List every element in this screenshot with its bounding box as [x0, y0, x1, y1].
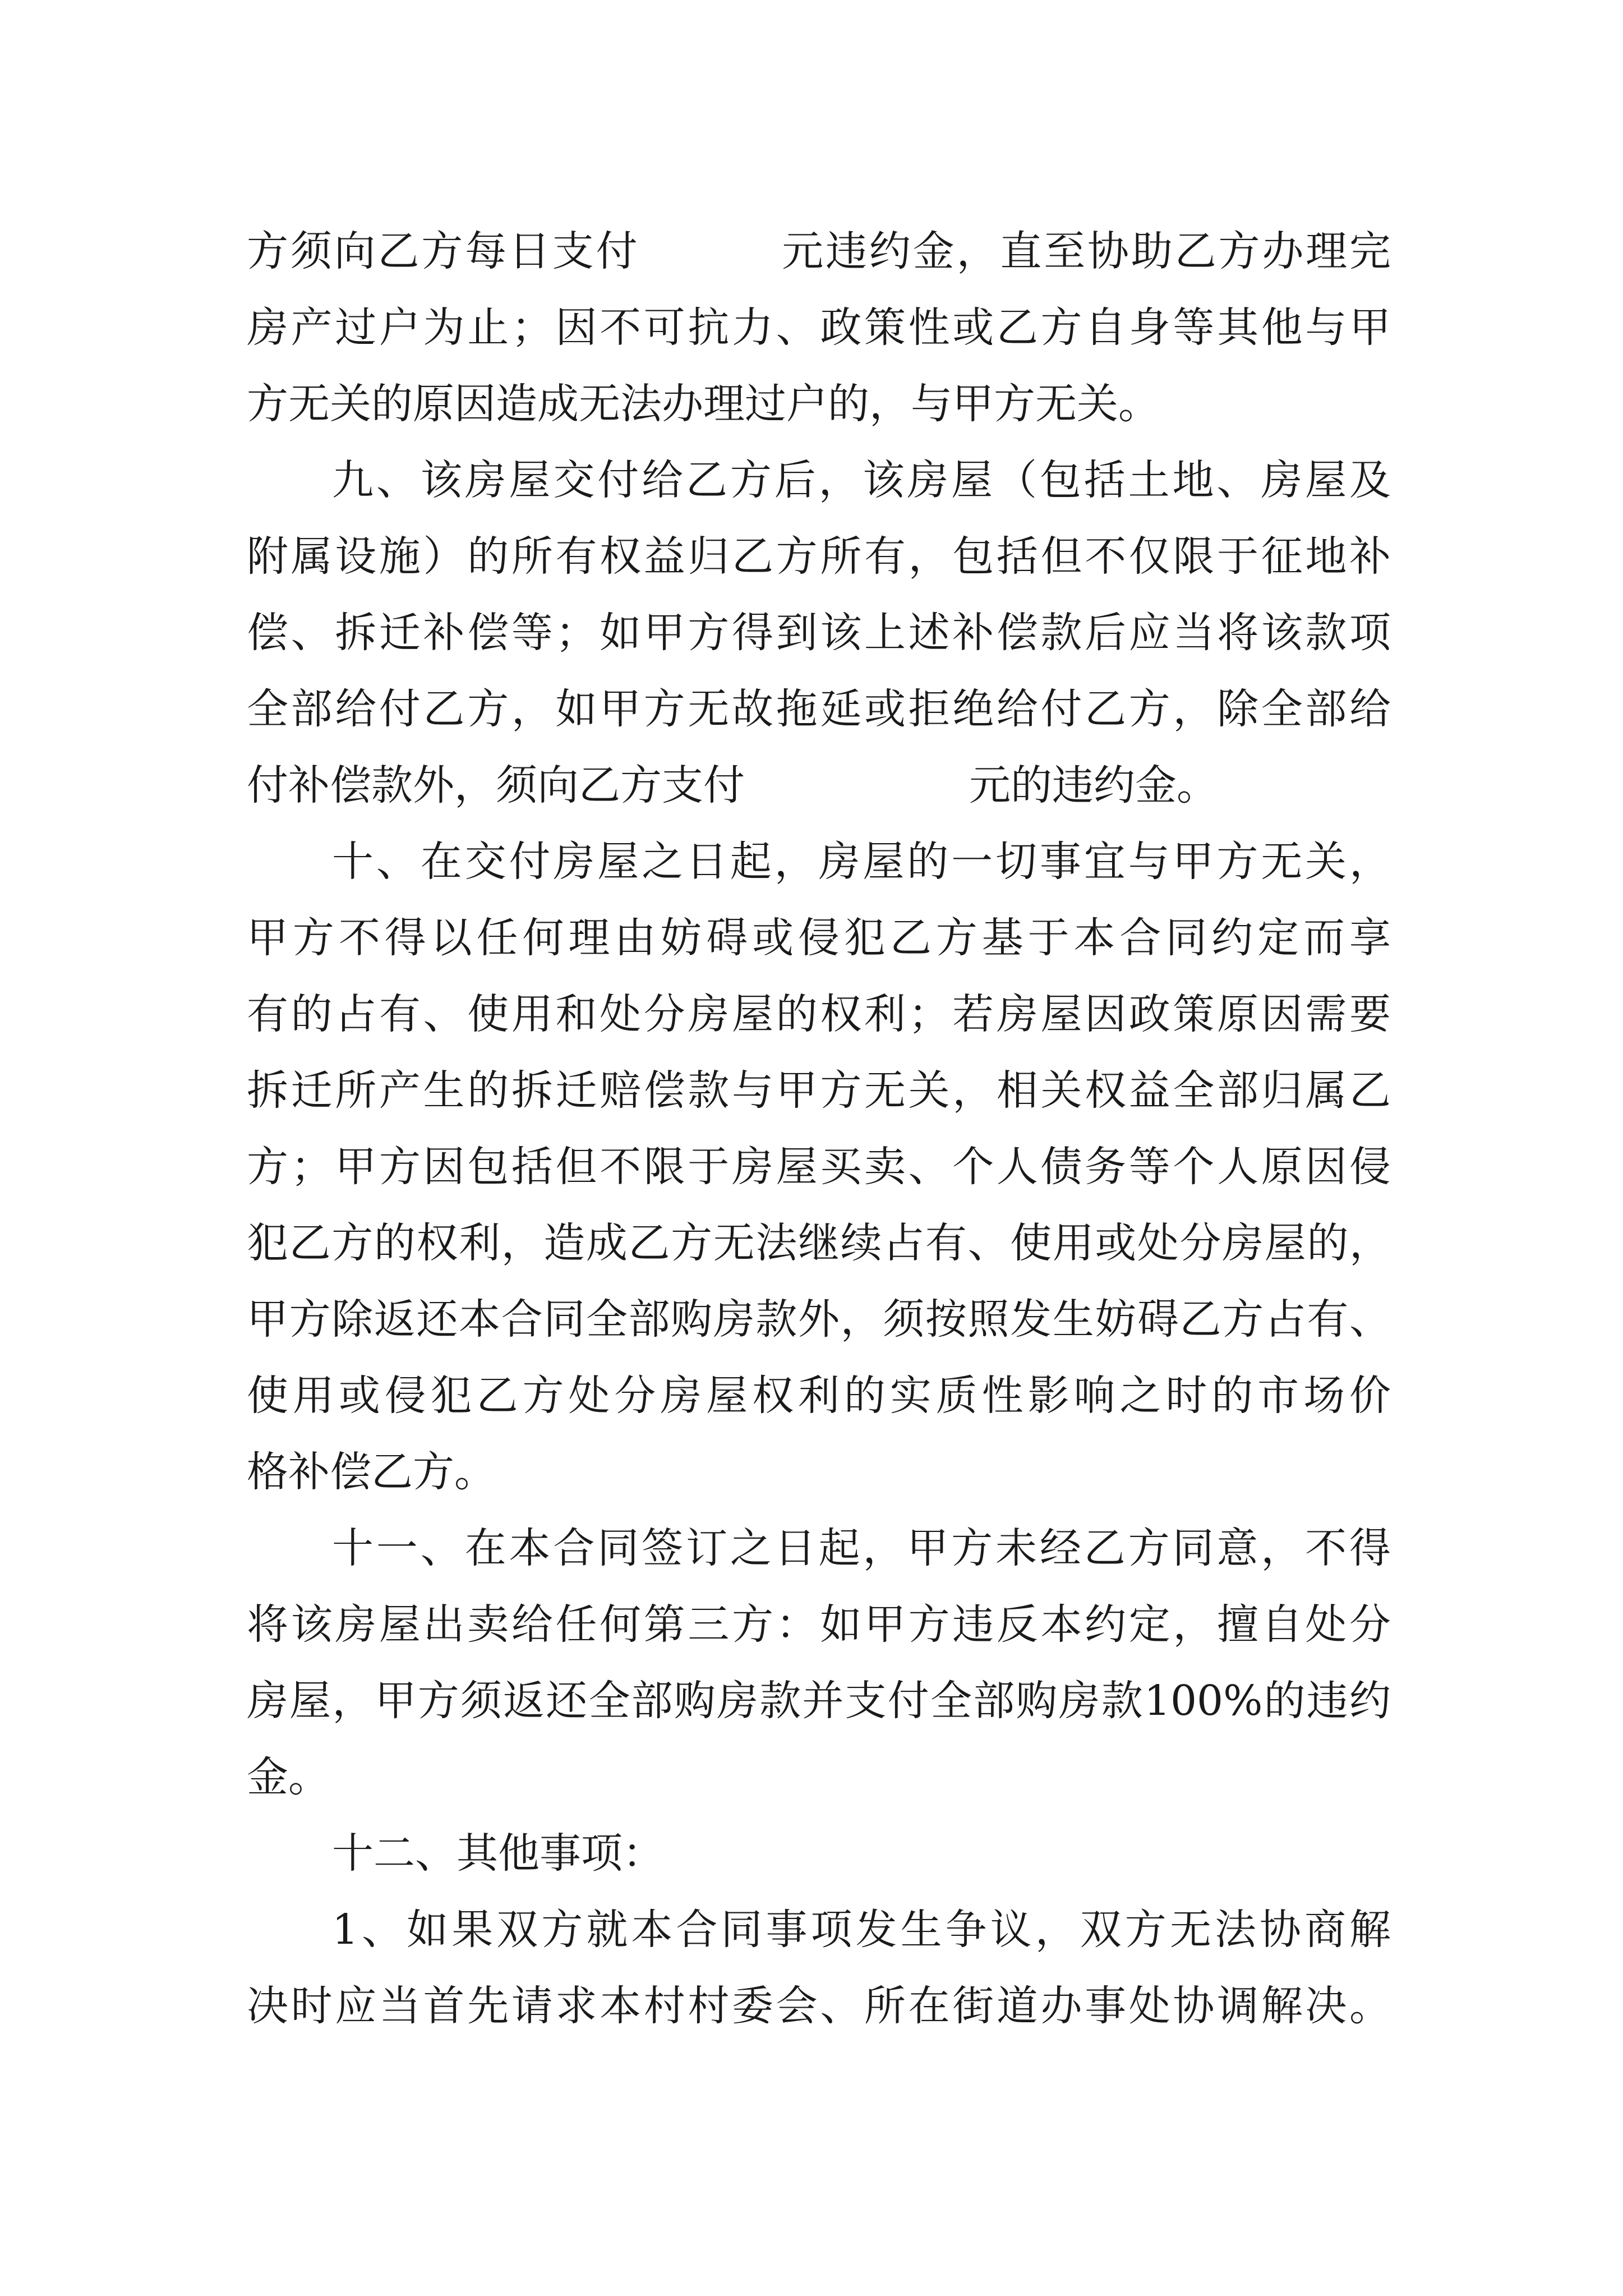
text-line: 拆迁所产生的拆迁赔偿款与甲方无关，相关权益全部归属乙: [247, 1066, 1391, 1115]
text-segment: 方须向乙方每日支付: [247, 227, 640, 275]
text-line: 金。: [247, 1753, 330, 1801]
text-line: 方无关的原因造成无法办理过户的，与甲方无关。: [247, 380, 1160, 428]
paragraph-10: [247, 823, 1391, 1510]
text-line: 十、在交付房屋之日起，房屋的一切事宜与甲方无关，: [332, 838, 1391, 886]
text-segment: 付补偿款外，须向乙方支付: [247, 761, 745, 809]
paragraph-12: [247, 1815, 1391, 1892]
text-segment: 元的违约金。: [969, 761, 1218, 809]
text-line: 将该房屋出卖给任何第三方：如甲方违反本约定，擅自处分: [247, 1600, 1391, 1649]
text-line: 九、该房屋交付给乙方后，该房屋（包括土地、房屋及: [332, 456, 1391, 504]
text-line: 1、如果双方就本合同事项发生争议，双方无法协商解: [332, 1906, 1391, 1954]
text-line: 犯乙方的权利，造成乙方无法继续占有、使用或处分房屋的，: [247, 1219, 1391, 1267]
text-line: 甲方不得以任何理由妨碍或侵犯乙方基于本合同约定而享: [247, 914, 1391, 962]
text-line: 格补偿乙方。: [247, 1448, 496, 1496]
text-line: [247, 747, 1391, 823]
paragraph-11: [247, 1510, 1391, 1815]
contract-text: [247, 213, 1391, 2044]
text-line: 房屋，甲方须返还全部购房款并支付全部购房款100%的违约: [247, 1677, 1391, 1725]
text-line: 使用或侵犯乙方处分房屋权利的实质性影响之时的市场价: [247, 1372, 1391, 1420]
text-line: 十一、在本合同签订之日起，甲方未经乙方同意，不得: [332, 1524, 1391, 1572]
text-segment: 元违约金，直至协助乙方办理完: [780, 227, 1391, 275]
text-line: 方；甲方因包括但不限于房屋买卖、个人债务等个人原因侵: [247, 1143, 1391, 1191]
text-line: 全部给付乙方，如甲方无故拖延或拒绝给付乙方，除全部给: [247, 685, 1391, 733]
text-line: [247, 213, 1391, 289]
paragraph-9: [247, 442, 1391, 823]
text-line: 房产过户为止；因不可抗力、政策性或乙方自身等其他与甲: [247, 303, 1391, 352]
text-line: 有的占有、使用和处分房屋的权利；若房屋因政策原因需要: [247, 990, 1391, 1038]
text-line: 偿、拆迁补偿等；如甲方得到该上述补偿款后应当将该款项: [247, 609, 1391, 657]
text-line: 附属设施）的所有权益归乙方所有，包括但不仅限于征地补: [247, 532, 1391, 581]
text-line: 甲方除返还本合同全部购房款外，须按照发生妨碍乙方占有、: [247, 1295, 1391, 1343]
text-line: 决时应当首先请求本村村委会、所在街道办事处协调解决。: [247, 1982, 1391, 2030]
paragraph-8-continued: [247, 213, 1391, 442]
text-line: 十二、其他事项：: [332, 1829, 664, 1878]
paragraph-12-1: [247, 1892, 1391, 2044]
